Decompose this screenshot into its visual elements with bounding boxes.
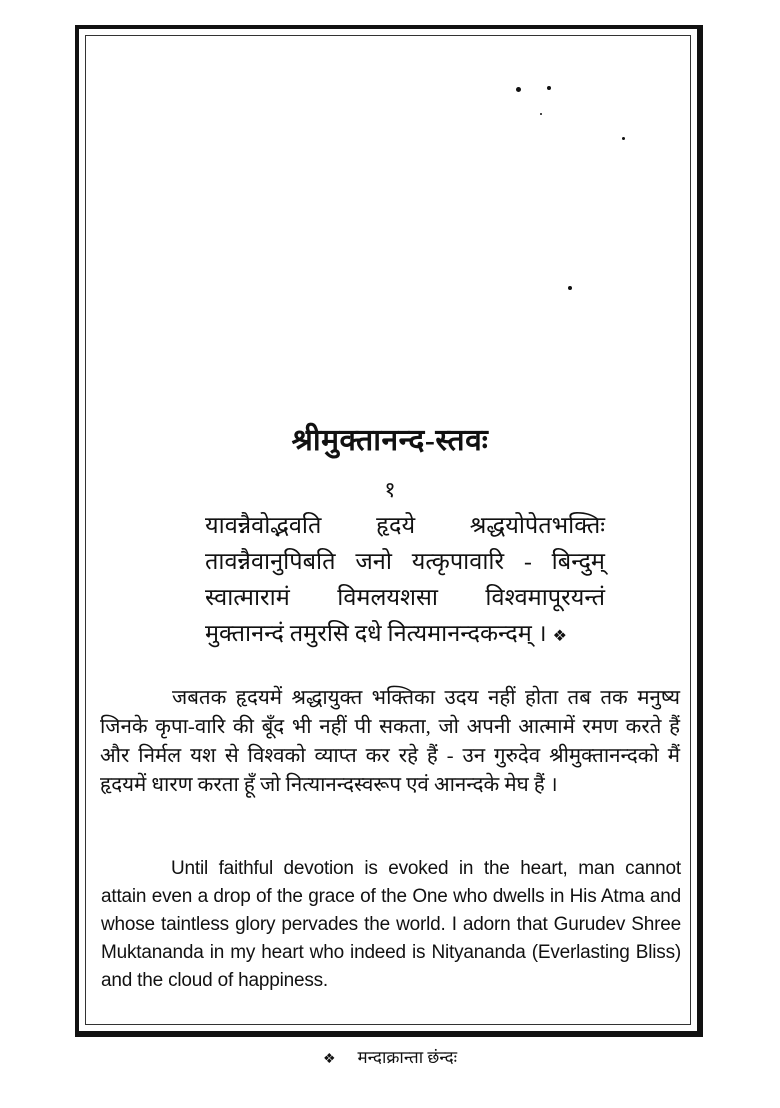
verse-line: तावन्नैवानुपिबति जनो यत्कृपावारि - बिन्दुम्: [205, 549, 605, 575]
hymn-title: श्रीमुक्तानन्द-स्तवः: [291, 424, 489, 457]
verse-number: १: [384, 477, 396, 502]
english-translation: [101, 855, 681, 995]
footnote-ornament-icon: ❖: [322, 1052, 336, 1067]
meter-footnote: [0, 1045, 780, 1068]
verse-line-text: मुक्तानन्दं तमुरसि दधे नित्यमानन्दकन्दम् ।: [205, 621, 547, 647]
scan-speck: [622, 137, 625, 140]
verse-line: स्वात्मारामं विमलयशसा विश्वमापूरयन्तं: [205, 585, 605, 611]
scan-speck: [547, 86, 551, 90]
scan-speck: [540, 113, 542, 115]
verse-end-ornament-icon: ❖: [552, 628, 567, 645]
scan-speck: [568, 286, 572, 290]
verse-line: यावन्नैवोद्भवति हृदये श्रद्धयोपेतभक्तिः: [205, 513, 605, 539]
verse-line-last: [205, 616, 605, 655]
hindi-translation-text: जबतक हृदयमें श्रद्धायुक्त भक्तिका उदय नहीं होता तब तक मनुष्य जिनके कृपा-वारि की बूँद भी नहीं पी सकता, जो अपनी आत्मामें रमण करते हैं और निर्मल यश से विश्वको व्याप्त कर रहे हैं - उन गुरुदेव श्रीमुक्तानन्दको मैं हृदयमें धारण करता हूँ जो नित्यानन्दस्वरूप एवं आनन्दके मेघ हैं ।: [100, 687, 680, 796]
scan-speck: [516, 87, 521, 92]
sanskrit-verse: [205, 508, 605, 655]
footnote-text: मन्दाक्रान्ता छंन्दः: [357, 1048, 458, 1067]
hindi-translation: [100, 684, 680, 800]
english-translation-text: Until faithful devotion is evoked in the heart, man cannot attain even a drop of the grace of the One who dwells in His Atma and whose taintless glory pervades the world. I adorn that Gurudev Shree Muktananda in my heart who indeed is Nityananda (Everlasting Bliss) and the cloud of happiness.: [101, 858, 681, 991]
